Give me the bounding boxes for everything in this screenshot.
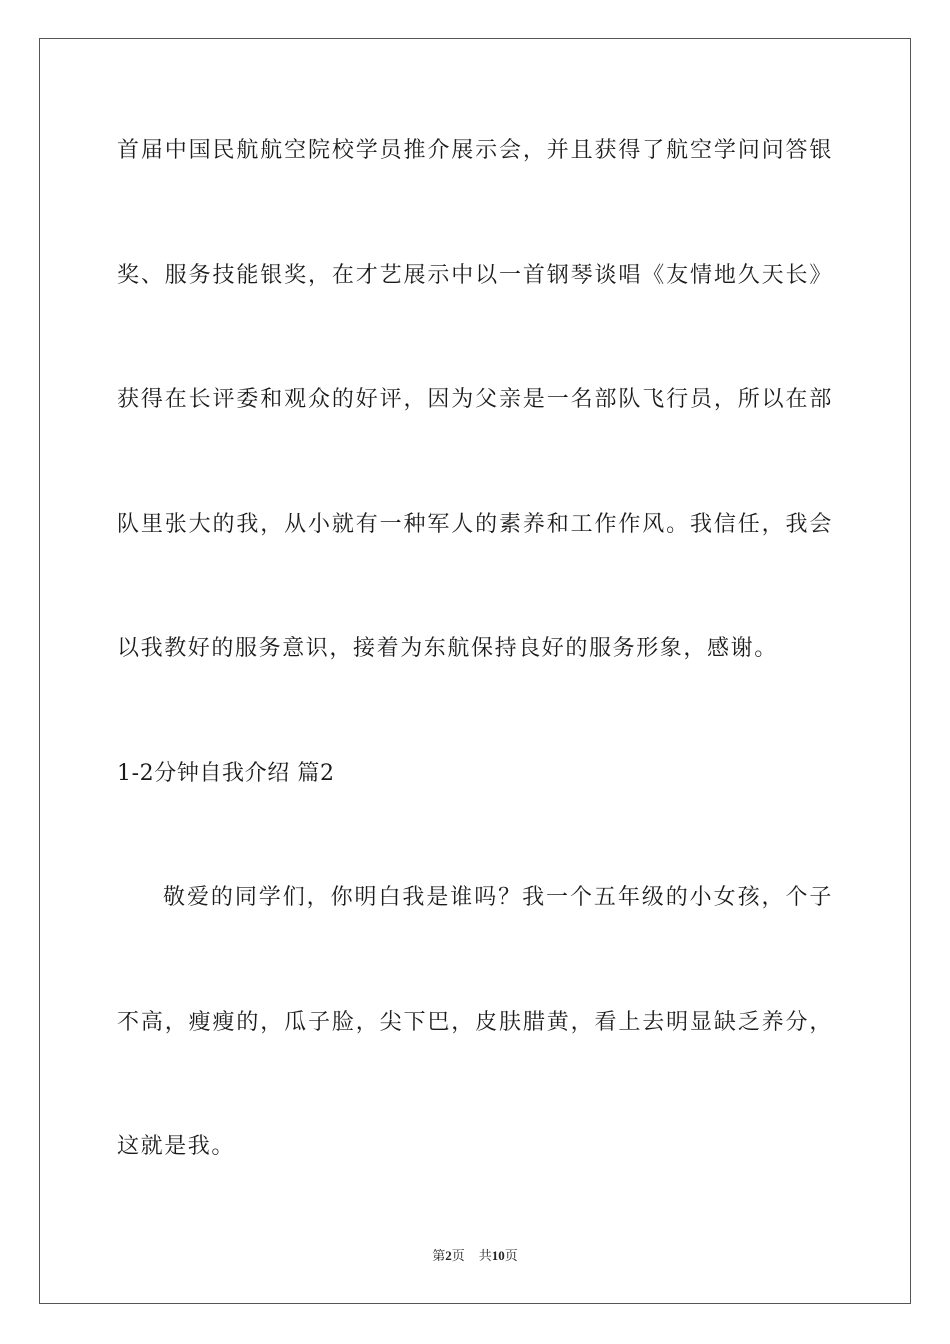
- footer-page-number: 2: [445, 1248, 452, 1263]
- body-line-4: 队里张大的我，从小就有一种军人的素养和工作作风。我信任，我会: [117, 512, 833, 537]
- paragraph2-line-1: 敬爱的同学们，你明白我是谁吗？我一个五年级的小女孩，个子: [163, 885, 833, 910]
- paragraph2-line-2: 不高，瘦瘦的，瓜子脸，尖下巴，皮肤腊黄，看上去明显缺乏养分，: [117, 1010, 833, 1035]
- section-heading: 1-2分钟自我介绍 篇2: [117, 761, 335, 786]
- body-line-1: 首届中国民航航空院校学员推介展示会，并且获得了航空学问问答银: [117, 138, 833, 163]
- paragraph2-line-3: 这就是我。: [117, 1134, 236, 1159]
- footer-total-pages: 10: [491, 1248, 505, 1263]
- footer-total-suffix: 页: [504, 1248, 518, 1263]
- page-footer: [0, 1247, 950, 1265]
- page-border: [39, 38, 911, 1304]
- footer-page-prefix: 第: [432, 1248, 446, 1263]
- footer-total-prefix: 共: [478, 1248, 492, 1263]
- body-line-5: 以我教好的服务意识，接着为东航保持良好的服务形象，感谢。: [117, 636, 778, 661]
- footer-page-suffix: 页: [451, 1248, 465, 1263]
- body-line-2: 奖、服务技能银奖，在才艺展示中以一首钢琴谈唱《友情地久天长》: [117, 263, 833, 288]
- body-line-3: 获得在长评委和观众的好评，因为父亲是一名部队飞行员，所以在部: [117, 387, 833, 412]
